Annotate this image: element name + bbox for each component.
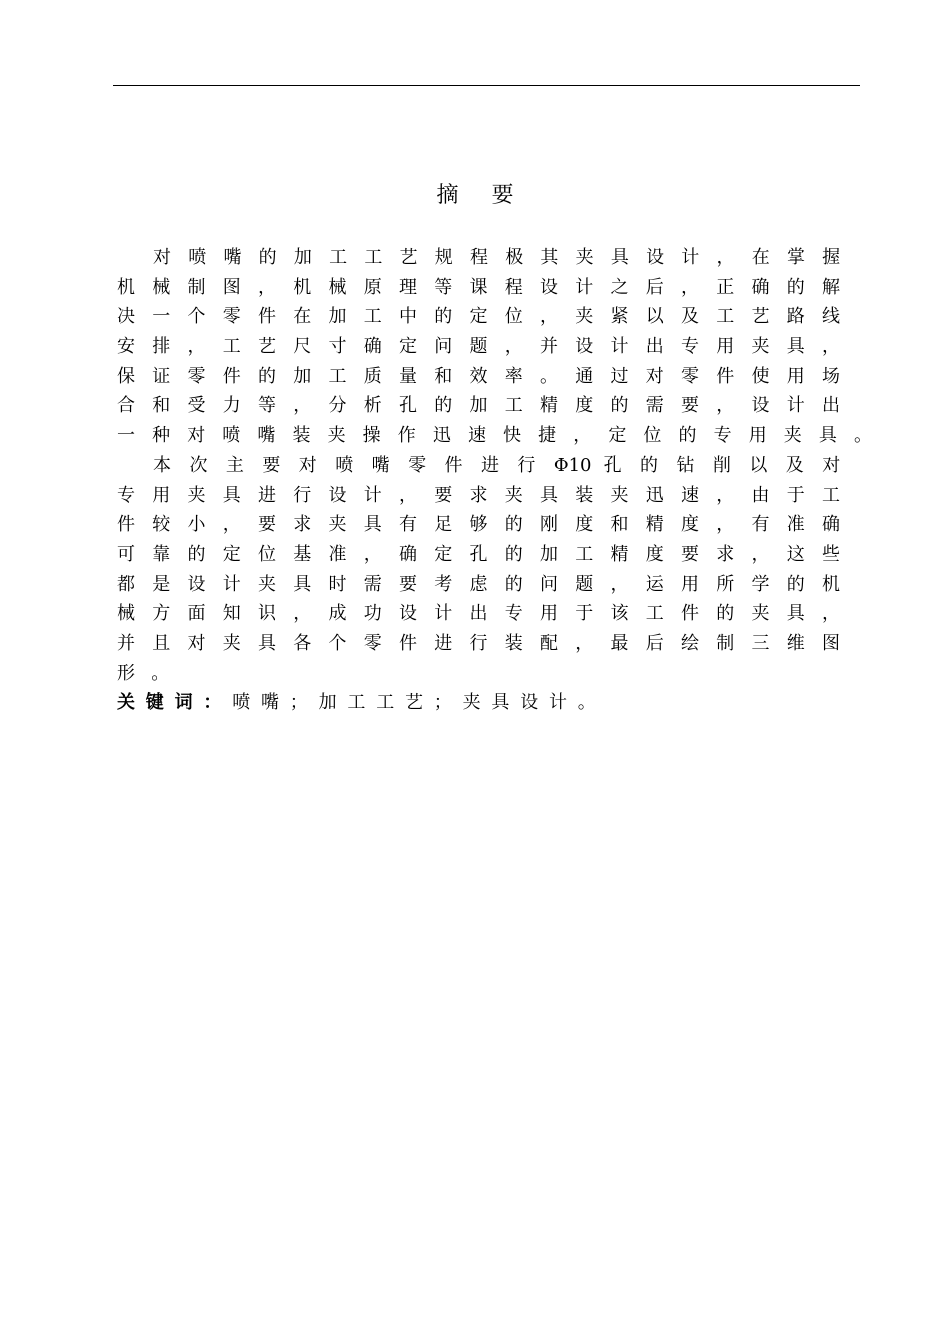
abstract-line: 并 且 对 夹 具 各 个 零 件 进 行 装 配 ， 最 后 绘 制 三 维 图 bbox=[117, 632, 840, 654]
keywords-value: 喷嘴；加工工艺；夹具设计。 bbox=[232, 692, 607, 714]
header-rule bbox=[113, 85, 860, 86]
abstract-line: 形。 bbox=[117, 662, 186, 684]
abstract-line: 一 种 对 喷 嘴 装 夹 操 作 迅 速 快 捷 ， 定 位 的 专 用 夹 具 。 bbox=[117, 425, 872, 447]
keywords-label: 关键词： bbox=[117, 692, 233, 714]
keywords-line bbox=[117, 688, 840, 718]
abstract-line: 保 证 零 件 的 加 工 质 量 和 效 率 。 通 过 对 零 件 使 用 场 bbox=[117, 365, 840, 387]
abstract-line: 都 是 设 计 夹 具 时 需 要 考 虑 的 问 题 ， 运 用 所 学 的 机 bbox=[117, 573, 840, 595]
abstract-line: 本 次 主 要 对 喷 嘴 零 件 进 行 Φ10 孔 的 钻 削 以 及 对 bbox=[153, 454, 841, 476]
abstract-line: 合 和 受 力 等 ， 分 析 孔 的 加 工 精 度 的 需 要 ， 设 计 出 bbox=[117, 395, 840, 417]
abstract-line: 件 较 小 ， 要 求 夹 具 有 足 够 的 刚 度 和 精 度 ， 有 准 确 bbox=[117, 514, 840, 536]
abstract-line: 对 喷 嘴 的 加 工 工 艺 规 程 极 其 夹 具 设 计 ， 在 掌 握 bbox=[153, 247, 841, 268]
abstract-line: 可 靠 的 定 位 基 准 ， 确 定 孔 的 加 工 精 度 要 求 ， 这 些 bbox=[117, 543, 840, 565]
abstract-line: 安 排 ， 工 艺 尺 寸 确 定 问 题 ， 并 设 计 出 专 用 夹 具 ， bbox=[117, 336, 840, 358]
abstract-line: 械 方 面 知 识 ， 成 功 设 计 出 专 用 于 该 工 件 的 夹 具 ， bbox=[117, 603, 840, 625]
abstract-line: 专 用 夹 具 进 行 设 计 ， 要 求 夹 具 装 夹 迅 速 ， 由 于 工 bbox=[117, 484, 840, 506]
abstract-line: 机 械 制 图 ， 机 械 原 理 等 课 程 设 计 之 后 ， 正 确 的 解 bbox=[117, 276, 840, 298]
abstract-body bbox=[117, 243, 872, 718]
abstract-line: 决 一 个 零 件 在 加 工 中 的 定 位 ， 夹 紧 以 及 工 艺 路 线 bbox=[117, 306, 840, 328]
page-title: 摘要 bbox=[436, 183, 547, 208]
